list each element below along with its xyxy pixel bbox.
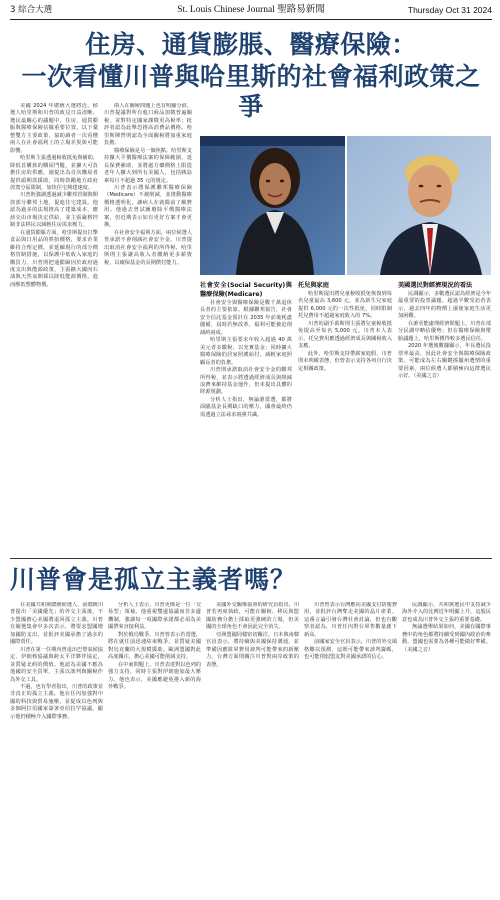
- section-divider: [10, 558, 492, 559]
- article2-column-2: [108, 602, 201, 894]
- paragraph: 無論選舉結果如何，美國在國際事務中的角色都將持續受到國內政治的牽動，盟國也需要為各種可能做好準備。（美國之音）: [402, 624, 491, 653]
- paragraph: 哈里斯主張要求年收入超過 40 萬美元者多繳稅，以充實基金；同時擴大醫療保險的居家照護給付，減輕家庭照顧長者的負擔。: [200, 337, 292, 366]
- paragraph: 在社會安全福利方面，兩位候選人皆承諾不會削減社會安全金。川普提出取消社會安全福利的所得稅，哈里斯則主張讓高收入者繳納更多薪資稅，以確保基金的長期償付能力。: [104, 229, 192, 266]
- paragraph: 美國外交關係協會的研究員指出，川普若再度執政，可能在關稅、移民與盟國防務分擔上採取更強硬的立場，但美國的全球角色不會因此完全消失。: [206, 602, 299, 631]
- paragraph: 對於俄烏戰爭，川普曾表示若當選，將在就任前迅速結束戰爭，並質疑美國對烏克蘭的大規模援助。歐洲盟國對此高度關注，擔心美國可能削減支持。: [108, 631, 201, 661]
- article1-column-5: [398, 280, 491, 553]
- paragraph: 哈里斯提出將兒童稅收抵免恢復到每名兒童最高 3,600 元，並為新生兒家庭提供 6,000 元的一次性抵免，同時限制托兒費用不超過家庭收入的 7%。: [298, 291, 392, 320]
- article2-column-5: [402, 602, 491, 894]
- paragraph: 川普的副手萬斯則主張將兒童稅收抵免提高至每名 5,000 元。川普本人表示，托兒費用應透過經濟成長與關稅收入支應。: [298, 320, 392, 350]
- paragraph: 社會安全與醫療保險是數千萬退休長者的主要依靠。根據聯邦報告，社會安全信託基金預計在 2035 年前後耗盡儲備，屆時若無改革，福利可能被迫削減約兩成。: [200, 300, 292, 336]
- paragraph: 在誰更能處理經濟問題上，川普在部分民調中略佔優勢；但在醫療保險與墮胎議題上，哈里斯獲得較多選民信任。: [398, 320, 491, 342]
- paragraph: 民調顯示，共和黨選民中支持減少海外介入的比例近年明顯上升，這股民意也成為川普外交主張的重要基礎。: [402, 602, 491, 623]
- paragraph: 川普曾表示台灣應向美國支付防衛費用，並批評台灣奪走美國的晶片產業。這番言論引發台灣社會討論，但也有觀察者認為，川普任內對台軍售數量創下新高。: [304, 602, 397, 638]
- paragraph: 分析人士指出，無論誰當選，都將面臨基金長期缺口的壓力，國會最終仍需透過立法尋求兩黨共識。: [200, 396, 292, 418]
- paragraph: 在通貨膨脹方面，哈里斯提出打擊食品與日用品的哄抬價格，要求企業維持合理定價，並延續現行的部分價格管制措施，以保護中低收入家庭的購買力。川普則把通膨歸因於政府過度支出與能源政策，主張擴大國內石油與天然氣開採以降低能源價格，進而壓低整體物價。: [10, 229, 98, 288]
- paragraph: 此外，哈里斯支持帶薪家庭假，川普則未明確表態，但曾表示支持各州自行決定相關政策。: [298, 350, 392, 372]
- paragraph: 川普則承諾取消社會安全金的聯邦所得稅，並表示將透過經濟成長與削減浪費來維持基金運作，但未提出具體的財源規劃。: [200, 367, 292, 396]
- paragraph: 2020 年選後數據顯示，年長選民投票率最高，因此社會安全與醫療保險政策，可能成為左右關鍵搖擺州選情的重要因素。兩位候選人都積極向這群選民示好。（美國之音）: [398, 343, 491, 379]
- article1-column-1: [10, 103, 98, 553]
- article1-column-4: [298, 280, 392, 553]
- issue-date: Thursday Oct 31 2024: [407, 5, 492, 15]
- candidates-photo: [200, 136, 491, 275]
- paragraph: 前國家安全官員表示，川普的外交風格難以預測，這既可能帶來談判籌碼，也可能削弱盟友對美國承諾的信心。: [304, 639, 397, 661]
- paragraph: 在中東問題上，川普表達對以色列的強力支持，同時主張對伊朗施加最大壓力。他也表示，美國應避免捲入新的海外戰爭。: [108, 661, 201, 690]
- paragraph: 亞洲盟國同樣密切關注。日本與南韓官員表示，將持續與美國保持溝通，並準備因應駐軍費用談判可能帶來的新壓力。台灣方面則關注川普對兩岸政策的表態。: [206, 631, 299, 668]
- paragraph: 分析人士表示，川普更像是一位「交易型」領袖，他重視雙邊協議而非多邊機制，強調每一項國際承諾都必須為美國帶來直接利益。: [108, 602, 201, 631]
- subhead-childcare: 托兒與家庭: [298, 282, 329, 289]
- paragraph: 美國 2024 年總統大選將近，候選人哈里斯和川普的政見日益清晰。選民最關心的議題中，住房、通貨膨脹與醫療保險佔據重要位置。以下彙整雙方主要政策，協助讀者一次看懂兩人在社會福利上的立場差異與可能影響。: [10, 103, 98, 154]
- paragraph: 川普則強調透過減少聯邦管制與開放部分聯邦土地，促進住宅建設。他認為過多的法規推高了建築成本，應該交由市場決定供給，並主張嚴格控制非法移民以減輕住房需求壓力。: [10, 192, 98, 229]
- masthead: [10, 3, 492, 17]
- article1-column-2: [104, 103, 192, 553]
- paper-name: St. Louis Chinese Journal 聖路易新聞: [177, 5, 325, 15]
- article2-column-3: [206, 602, 299, 894]
- article2-column-1: [10, 602, 103, 894]
- subhead-social-security: 社會安全(Social Security)與醫療保險(Medicare): [200, 282, 292, 298]
- paragraph: 哈里斯主張透過稅收抵免與補助，降低首購族的購屋門檻，並擴大可負擔住房的供應。她提出為首次購屋者提供頭期款援助，同時鼓勵地方政府放寬分區限制，加快住宅興建速度。: [10, 155, 98, 191]
- paragraph: 兩人在關稅問題上也有明顯分歧。川普提議對所有進口商品加徵普遍關稅，並對特定國家課徵更高稅率；批評者認為此舉恐推高消費品價格。哈里斯陣營則認為全面關稅將加重家庭負擔。: [104, 103, 192, 147]
- masthead-rule: [10, 19, 492, 20]
- paragraph: 在美國共和黨總統候選人、前總統川普提出「美國優先」的外交主張後，不少盟國擔心美國將退回孤立主義。川普在競選集會中多次表示，將要求盟國增加國防支出，並批評美國承擔了過多的國際責任。: [10, 602, 103, 646]
- paragraph: 醫療保險是另一個焦點。哈里斯支持擴大平價醫療法案的保障範圍，延長保費補助，並將處方藥價格上限從老年人擴大到所有美國人，包括胰島素每月不超過 35 元的規定。: [104, 147, 192, 184]
- article1-headline-line2: 一次看懂川普與哈里斯的社會福利政策之爭: [21, 62, 481, 121]
- paragraph: 川普表示將保護聯邦醫療保險（Medicare）不被削減，並推動醫療價格透明化，讓病人在就醫前了解費用。他過去曾試圖廢除平價醫療法案，但近期表示如有更好方案才會更換。: [104, 184, 192, 229]
- article2-column-4: [304, 602, 397, 894]
- paragraph: 民調顯示，多數選民認為經濟是今年最重要的投票議題。超過半數受訪者表示，過去四年的物價上漲使家庭生活更加困難。: [398, 291, 491, 320]
- subhead-economy: 美國選民對經濟現況的看法: [398, 282, 473, 289]
- candidates-photo-image: [200, 136, 491, 275]
- page-label: 3 綜合大選: [10, 5, 53, 15]
- article1-column-3: [200, 280, 292, 553]
- paragraph: 不過，也有學者指出，川普的政策並非真正的孤立主義。他在任內加強對中國的科技與貿易施壓，並促成以色列與多個阿拉伯國家簽署亞伯拉罕協議，顯示他仍積極介入國際事務。: [10, 683, 103, 720]
- article2-headline: 川普會是孤立主義者嗎？: [10, 565, 297, 594]
- paragraph: 川普在第一任期內曾退出巴黎氣候協定、伊朗核協議與跨太平洋夥伴協定，並質疑北約的價值。他認為美國不應為他國的安全買單，主張以談判與關稅作為外交工具。: [10, 646, 103, 683]
- article1-headline-line1: 住房、通貨膨脹、醫療保險：: [85, 30, 417, 59]
